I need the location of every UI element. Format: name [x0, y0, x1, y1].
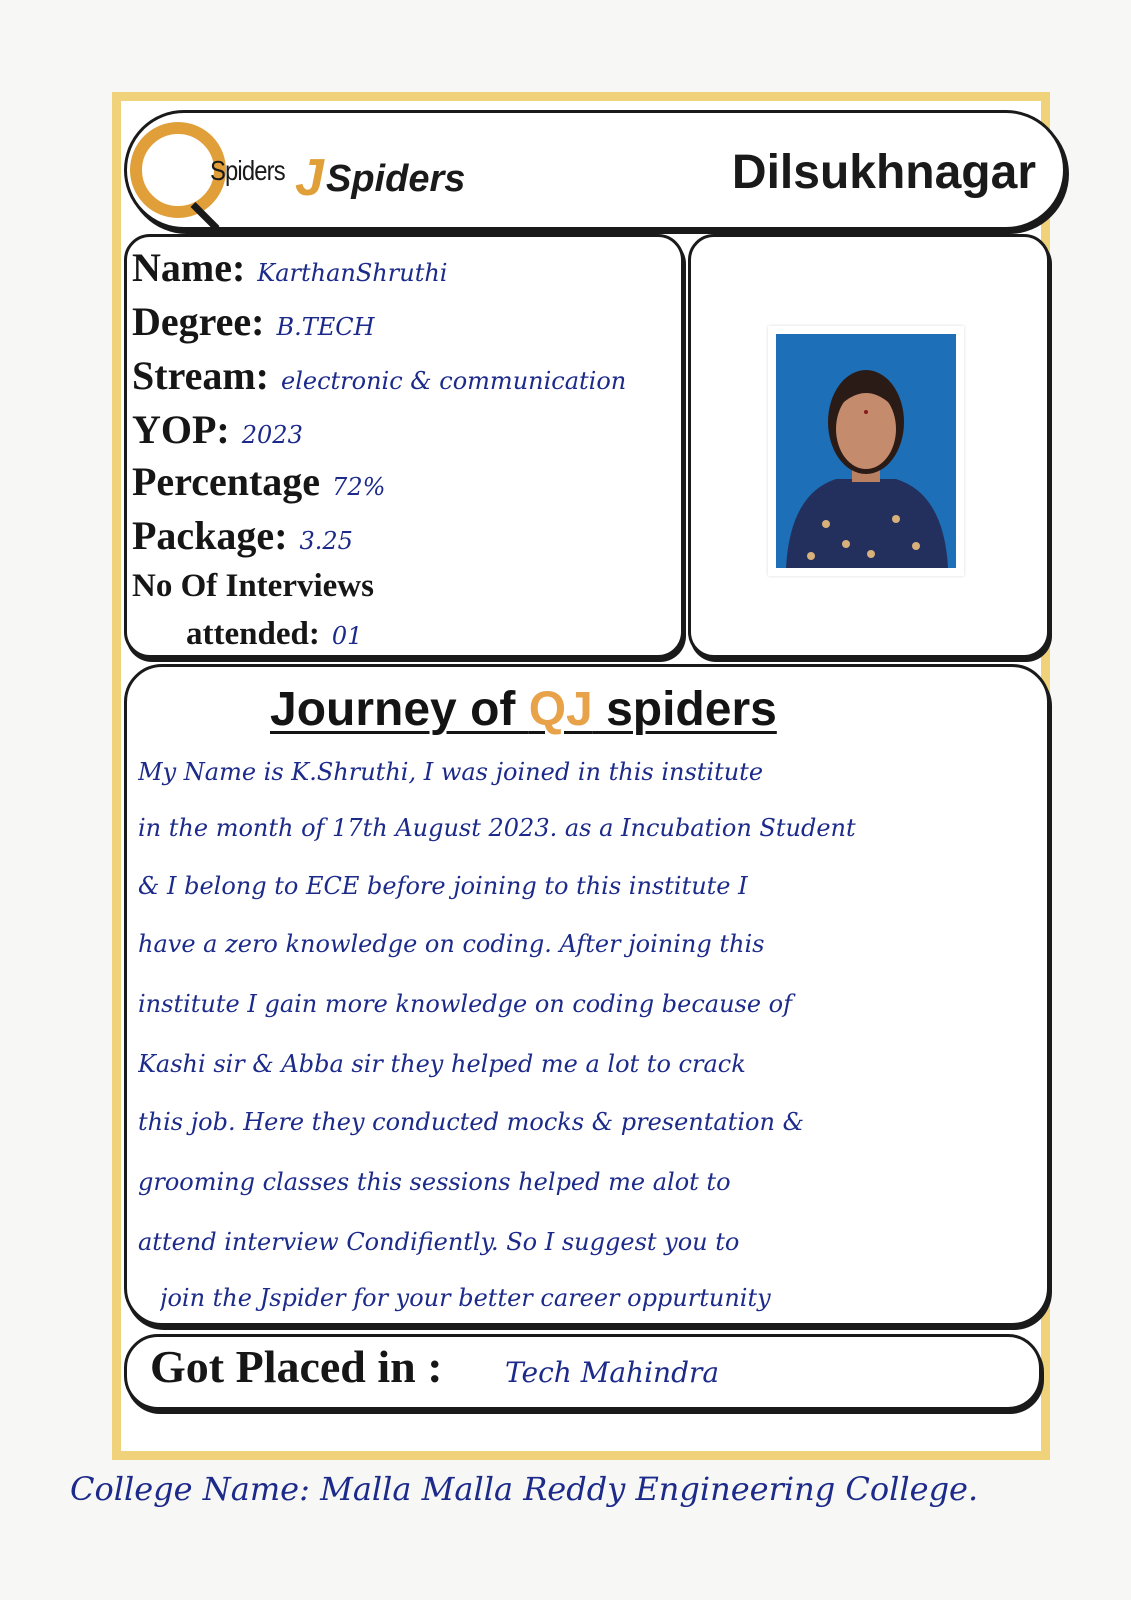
journey-line: this job. Here they conducted mocks & presentation & — [138, 1108, 804, 1136]
student-portrait-icon — [776, 334, 956, 568]
interviews-row-2 — [186, 616, 362, 653]
degree-value: B.TECH — [276, 313, 375, 341]
package-label: Package: — [132, 513, 288, 558]
logo-text-jspiders: Spiders — [326, 158, 466, 200]
journey-title-accent: QJ — [528, 683, 593, 736]
interviews-label-1: No Of Interviews — [132, 568, 374, 604]
journey-line: & I belong to ECE before joining to this institute I — [138, 872, 748, 900]
interviews-row-1 — [132, 568, 374, 605]
degree-row — [132, 298, 375, 345]
journey-line: in the month of 17th August 2023. as a Incubation Student — [138, 814, 856, 842]
package-value: 3.25 — [299, 527, 353, 555]
stream-value: electronic & communication — [281, 367, 627, 395]
percentage-row — [132, 458, 385, 505]
stream-label: Stream: — [132, 353, 269, 398]
interviews-value: 01 — [331, 622, 363, 650]
logo-j-letter: J — [295, 149, 324, 207]
package-row — [132, 512, 353, 559]
journey-line: attend interview Condifiently. So I suggest you to — [138, 1228, 740, 1256]
journey-title-part-2: spiders — [592, 683, 777, 736]
logo-text-spiders: Spiders — [210, 155, 285, 186]
placement-label: Got Placed in : — [150, 1341, 443, 1392]
name-label: Name: — [132, 245, 246, 290]
placement-company: Tech Mahindra — [505, 1356, 720, 1389]
student-photo — [768, 326, 964, 576]
yop-value: 2023 — [241, 421, 303, 449]
journey-line: institute I gain more knowledge on coding because of — [138, 990, 792, 1018]
name-value: KarthanShruthi — [257, 259, 448, 287]
yop-label: YOP: — [132, 407, 230, 452]
journey-line: have a zero knowledge on coding. After joining this — [138, 930, 765, 958]
journey-title — [270, 682, 777, 737]
percentage-value: 72% — [332, 473, 386, 501]
degree-label: Degree: — [132, 299, 265, 344]
name-row — [132, 244, 447, 291]
journey-title-part-1: Journey of — [270, 683, 529, 736]
journey-line: Kashi sir & Abba sir they helped me a lot to crack — [138, 1050, 746, 1078]
journey-line: join the Jspider for your better career oppurtunity — [160, 1284, 771, 1312]
journey-line: My Name is K.Shruthi, I was joined in this institute — [138, 758, 764, 786]
college-name: College Name: Malla Malla Reddy Engineering College. — [70, 1470, 979, 1508]
stream-row — [132, 352, 626, 399]
percentage-label: Percentage — [132, 459, 321, 504]
interviews-label-2: attended: — [186, 616, 320, 652]
yop-row — [132, 406, 303, 453]
journey-line: grooming classes this sessions helped me alot to — [138, 1168, 731, 1196]
branch-name: Dilsukhnagar — [731, 146, 1036, 199]
